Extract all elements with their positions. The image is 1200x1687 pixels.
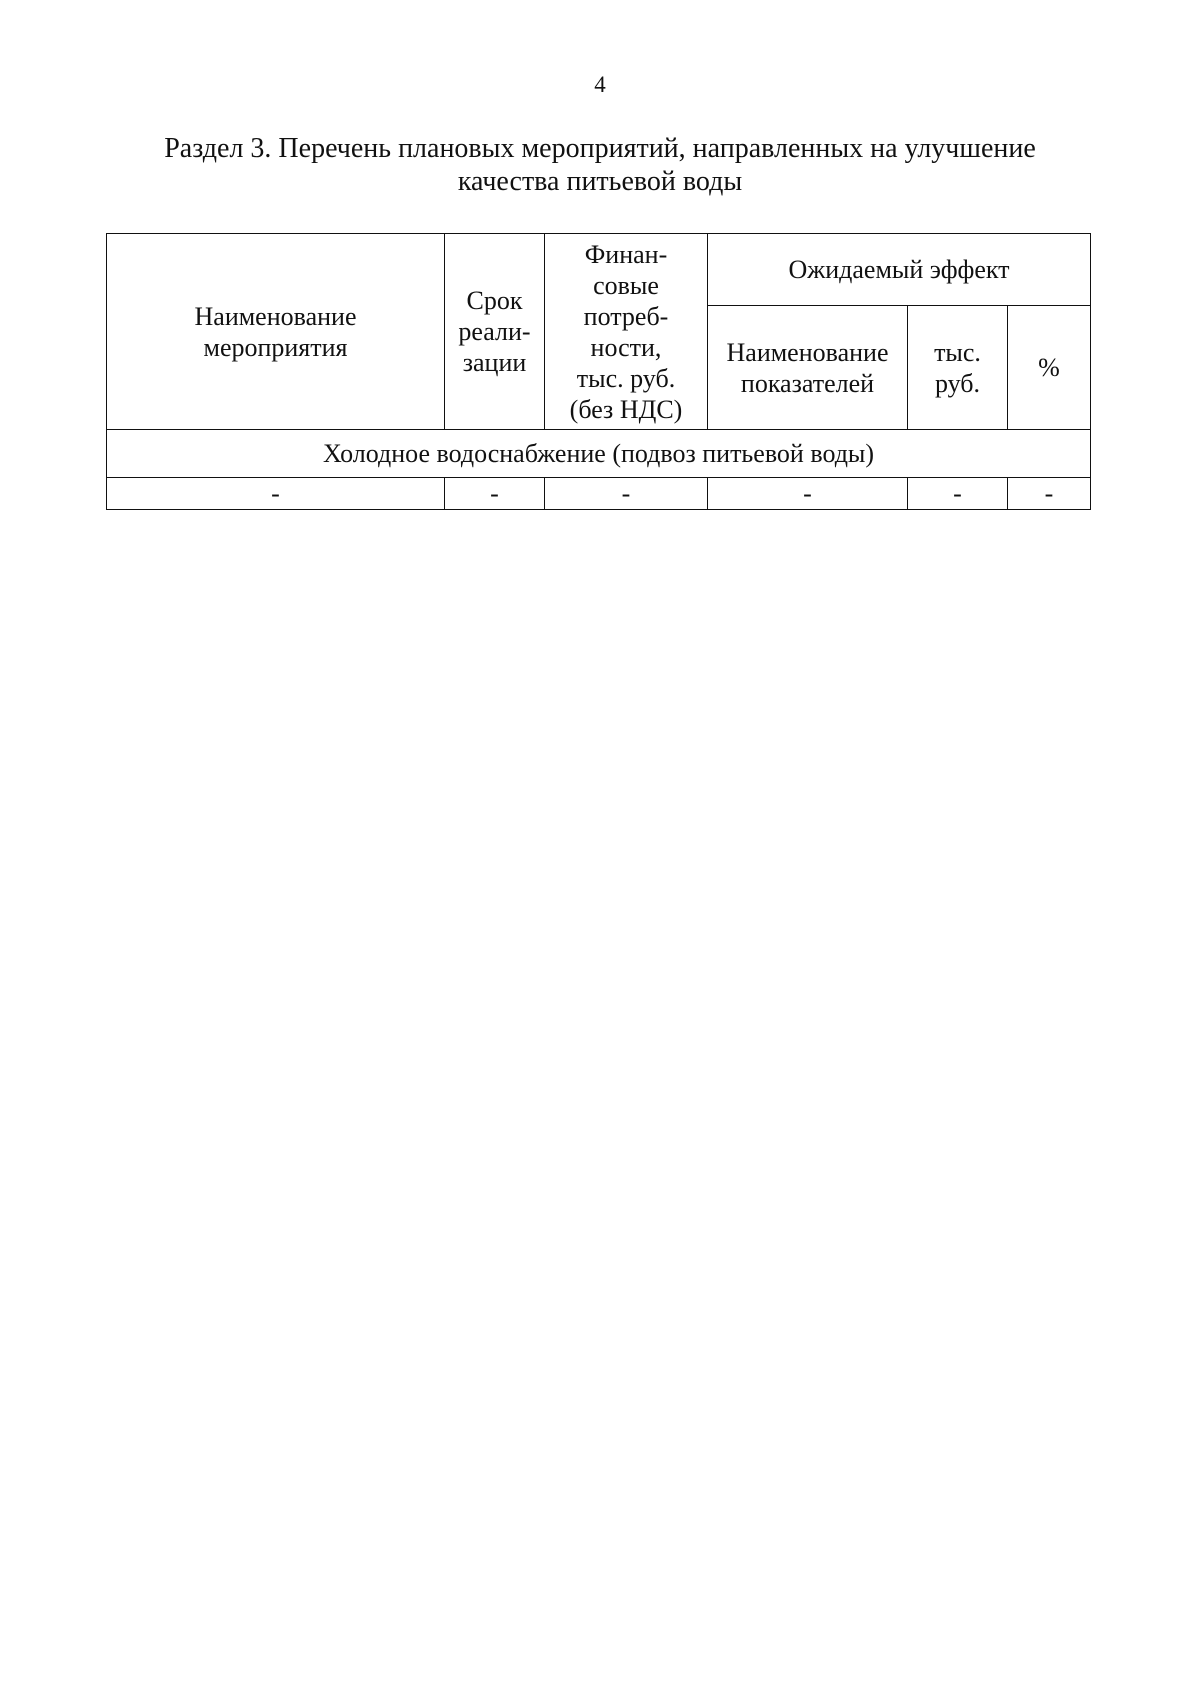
table-cell: -	[908, 478, 1008, 510]
header-indicator-name: Наименование показателей	[708, 306, 908, 430]
header-expected-effect: Ожидаемый эффект	[708, 234, 1091, 306]
table-cell: -	[708, 478, 908, 510]
table-cell: -	[545, 478, 708, 510]
page-number: 4	[594, 72, 606, 97]
header-measure-name: Наименование мероприятия	[107, 234, 445, 430]
table-cell: -	[445, 478, 545, 510]
table-section-row	[107, 430, 1091, 478]
section-title-line-1: Раздел 3. Перечень плановых мероприятий, направленных на улучшение	[164, 133, 1036, 164]
table-row	[107, 478, 1091, 510]
header-implementation-term: Срок реали- зации	[445, 234, 545, 430]
table-header-row	[107, 234, 1091, 306]
section-label: Холодное водоснабжение (подвоз питьевой воды)	[107, 430, 1091, 478]
table-cell: -	[107, 478, 445, 510]
header-financial-needs: Финан- совые потреб- ности, тыс. руб. (без НДС)	[545, 234, 708, 430]
section-title	[0, 132, 1200, 198]
measures-table	[106, 233, 1091, 510]
header-percent: %	[1008, 306, 1091, 430]
section-title-line-2: качества питьевой воды	[457, 166, 743, 197]
table-cell: -	[1008, 478, 1091, 510]
header-thousand-rub: тыс. руб.	[908, 306, 1008, 430]
